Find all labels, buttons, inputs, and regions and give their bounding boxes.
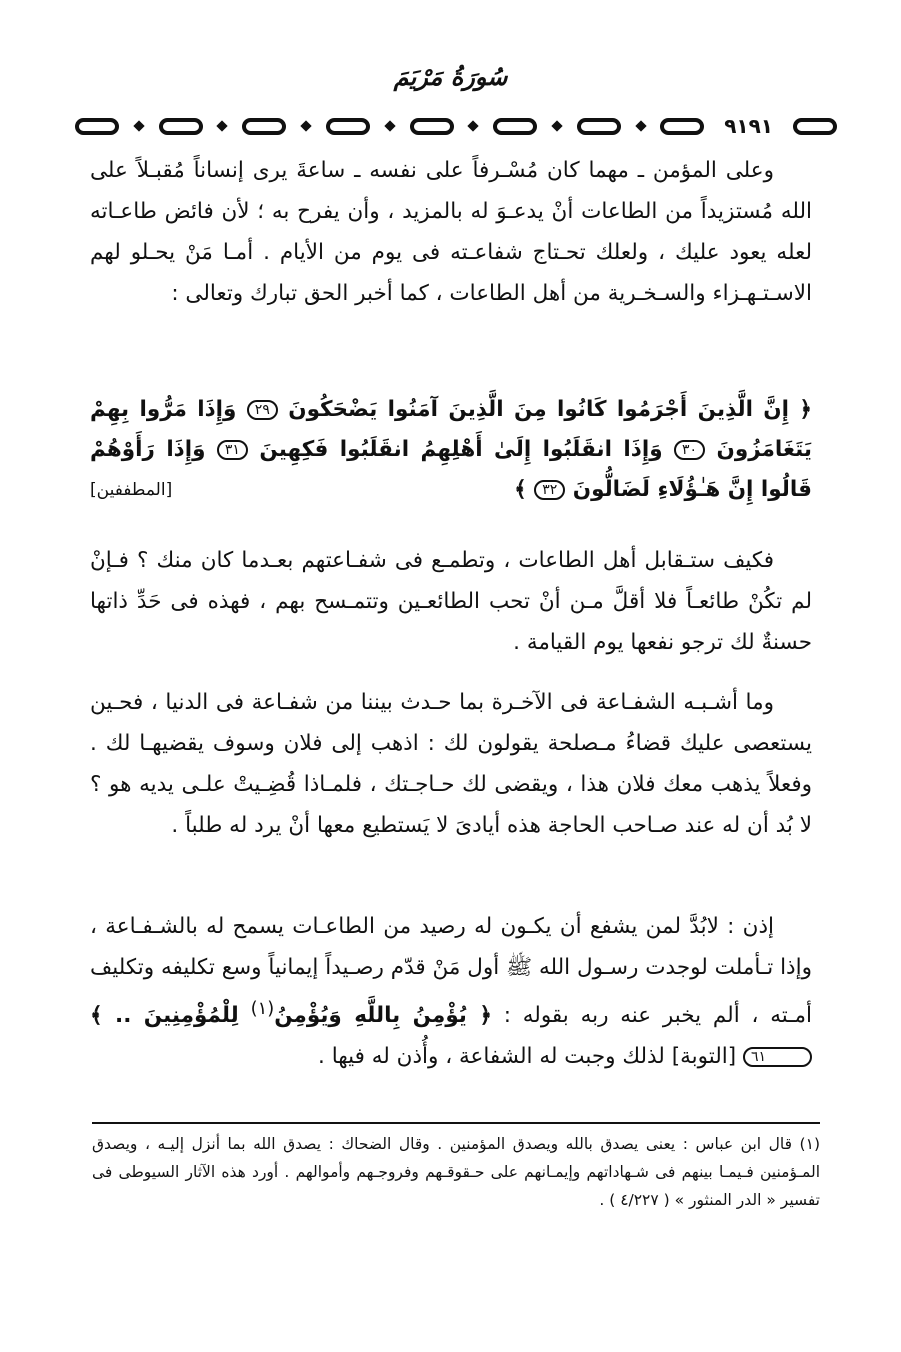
footnote: (١) قال ابن عباس : يعنى يصدق بالله ويصدق المؤمنين . وقال الضحاك : يصدق الله بما أنزل إليـه ، ويصدق المـؤمنين فـيمـا بينهم فى شـهاداتهم وإيمـانهم على حـقوقـهم وفروجـهم وأموالهم . أورد هذه الآثار السيوطى فى تفسير « الدر المنثور » ( ٤/٢٢٧ ) .: [92, 1135, 820, 1209]
ayah-number: ٦١: [743, 1047, 812, 1067]
page-number: ٩١٩١: [724, 114, 774, 138]
ornament-diamond: [300, 120, 311, 131]
ornament-diamond: [468, 120, 479, 131]
paragraph-2: [90, 540, 812, 663]
paragraph-1: [90, 150, 812, 314]
footnote-divider: [92, 1122, 820, 1124]
paragraph-text: [90, 906, 812, 1077]
surah-title: سُورَةُ مَرْيَمَ: [393, 62, 508, 91]
paragraph-4: [90, 906, 812, 1077]
surah-reference: [المطففين]: [90, 480, 173, 500]
header-ornament: [75, 110, 837, 142]
verse-close: ﴾: [514, 477, 527, 502]
verse-text: وَإِذَا انقَلَبُوا إِلَىٰ أَهْلِهِمُ انقَلَبُوا فَكِهِينَ: [259, 437, 663, 462]
ornament-oval: [577, 118, 621, 135]
ayah-number: ٣٠: [674, 440, 705, 460]
ornament-diamond: [635, 120, 646, 131]
ornament-diamond: [133, 120, 144, 131]
paragraph-text-part: إذن : لابُدَّ لمن يشفع أن يكـون له رصيد من الطاعـات يسمح له بالشـفـاعة ، وإذا تـأملت لوجدت رسـول الله ﷺ أول مَنْ قدّم رصـيداً إيمانياً وسع تكليفه وتكليف أمـته ، ألم يخبر عنه ربه بقوله :: [90, 914, 813, 1029]
paragraph-text: فكيف ستـقابل أهل الطاعات ، وتطمـع فى شفـاعتهم بعـدما كان منك ؟ فـإنْ لم تكُنْ طائعـاً فلا أقلَّ مـن أنْ تحب الطائعـين وتتمـسح بهم ، فهذه فى حَدِّ ذاتها حسنةٌ لك ترجو نفعها يوم القيامة .: [90, 548, 812, 655]
ornament-oval: [242, 118, 286, 135]
quran-verse-block: [90, 390, 812, 510]
ornament-oval: [159, 118, 203, 135]
ornament-oval: [326, 118, 370, 135]
ornament-diamond: [217, 120, 228, 131]
paragraph-text-part: لذلك وجبت له الشفاعة ، وأُذن له فيها .: [318, 1044, 665, 1070]
ayah-number: ٢٩: [247, 400, 278, 420]
ornament-oval: [410, 118, 454, 135]
paragraph-3: [90, 682, 812, 846]
inline-verse: ﴿ يُؤْمِنُ بِاللَّهِ وَيُؤْمِنُ: [274, 1003, 492, 1029]
inline-verse: لِلْمُؤْمِنِينَ .. ﴾: [90, 1003, 239, 1029]
verse-text: وَإِذَا رَأَوْهُمْ قَالُوا إِنَّ هَـٰؤُلَاءِ لَضَالُّونَ: [90, 437, 812, 502]
ornament-oval: [75, 118, 119, 135]
surah-reference: [التوبة]: [671, 1044, 737, 1070]
paragraph-text: وما أشـبـه الشفـاعة فى الآخـرة بما حـدث بيننا من شفـاعة فى الدنيا ، فحـين يستعصى عليك قضاءُ مـصلحة يقولون لك : اذهب إلى فلان وسوف يقضيهـا لك . وفعلاً يذهب معك فلان هذا ، ويقضى لك حـاجـتك ، فلمـاذا قُضِـيتْ علـى يديه هو ؟ لا بُد أن له عند صـاحب الحاجة هذه أيادىَ لا يَستطيع معها أنْ يرد له طلباً .: [90, 690, 812, 838]
ornament-oval: [793, 118, 837, 135]
ayah-number: ٣١: [217, 440, 248, 460]
ornament-diamond: [384, 120, 395, 131]
ornament-oval: [660, 118, 704, 135]
ayah-number: ٣٢: [534, 480, 565, 500]
verse-text: وَإِذَا مَرُّوا بِهِمْ يَتَغَامَزُونَ: [90, 397, 812, 462]
ornament-oval: [493, 118, 537, 135]
footnote-marker: (١): [250, 998, 275, 1019]
verse-text: ﴿ إِنَّ الَّذِينَ أَجْرَمُوا كَانُوا مِنَ الَّذِينَ آمَنُوا يَضْحَكُونَ: [288, 397, 812, 422]
ornament-diamond: [551, 120, 562, 131]
paragraph-text: وعلى المؤمن ـ مهما كان مُسْـرفاً على نفسه ـ ساعةَ يرى إنساناً مُقبـلاً على الله مُستزيداً من الطاعات أنْ يدعـوَ له بالمزيد ، وأن يفرح به ؛ لأن فائض طاعـاته لعله يعود عليك ، ولعلك تحـتاج شفاعـته فى يوم من الأيام . أمـا مَنْ يحـلو لهم الاسـتـهـزاء والسـخـرية من أهل الطاعات ، كما أخبر الحق تبارك وتعالى :: [90, 158, 812, 306]
